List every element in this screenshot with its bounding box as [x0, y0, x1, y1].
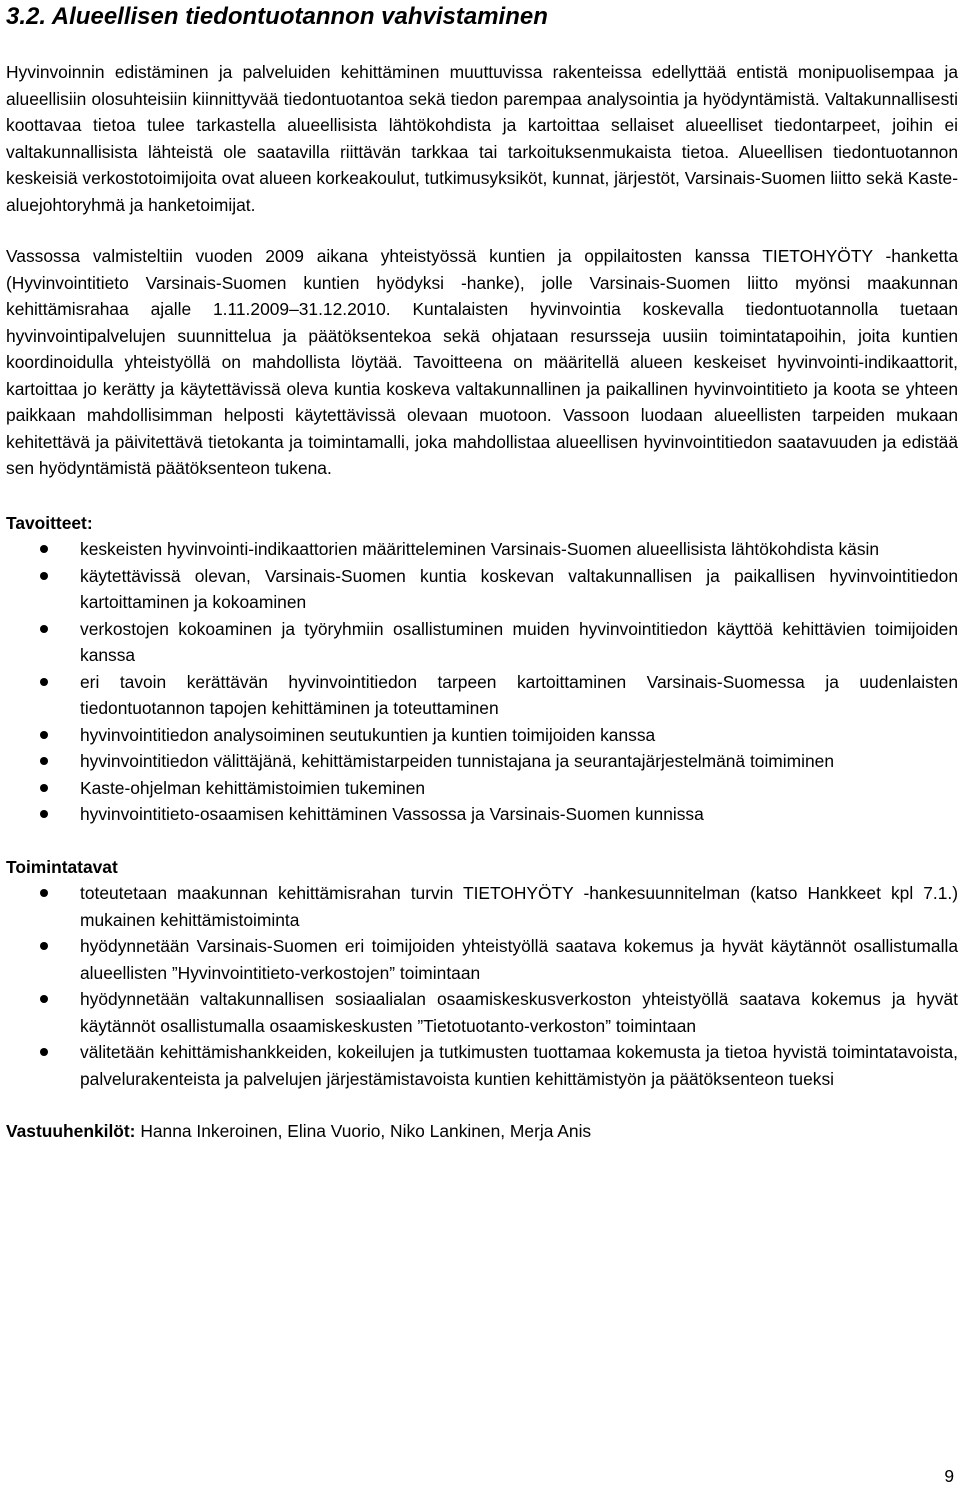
bullet-icon	[40, 572, 48, 580]
list-item-text: hyvinvointitieto-osaamisen kehittäminen Vassossa ja Varsinais-Suomen kunnissa	[80, 804, 704, 824]
bullet-icon	[40, 757, 48, 765]
responsible-persons-names: Hanna Inkeroinen, Elina Vuorio, Niko Lankinen, Merja Anis	[135, 1121, 592, 1141]
bullet-icon	[40, 810, 48, 818]
bullet-icon	[40, 889, 48, 897]
bullet-icon	[40, 1048, 48, 1056]
list-item	[6, 616, 958, 669]
intro-paragraph: Hyvinvoinnin edistäminen ja palveluiden kehittäminen muuttuvissa rakenteissa edellyttää entistä monipuolisempaa ja alueellisiin olosuhteisiin kiinnittyvää tiedontuotantoa sekä tiedon parempaa analysointia ja hyödyntämistä. Valtakunnallisesti koottavaa tietoa tulee tarkastella alueellisista lähtökohdista ja kartoittaa sellaiset alueelliset tiedontarpeet, joihin ei valtakunnallisista lähteistä ole saatavilla riittävän tarkkaa tai tarkoituksenmukaista tietoa. Alueellisen tiedontuotannon keskeisiä verkostotoimijoita ovat alueen korkeakoulut, tutkimusyksiköt, kunnat, järjestöt, Varsinais-Suomen liitto sekä Kaste-aluejohtoryhmä ja hanketoimijat.	[6, 62, 958, 215]
list-item-text: käytettävissä olevan, Varsinais-Suomen kuntia koskevan valtakunnallisen ja paikallisen hyvinvointitiedon kartoittaminen ja kokoaminen	[80, 565, 958, 612]
bullet-icon	[40, 731, 48, 739]
list-item	[6, 1039, 958, 1092]
responsible-persons-label: Vastuuhenkilöt:	[6, 1121, 136, 1141]
list-item	[6, 801, 958, 828]
goals-list	[6, 536, 958, 828]
list-item	[6, 669, 958, 722]
list-item-text: välitetään kehittämishankkeiden, kokeilujen ja tutkimusten tuottamaa kokemusta ja tietoa hyvistä toimintatavoista, palvelurakenteista ja palvelujen järjestämistavoista kuntien kehittämistyön ja päätöksenteon tueksi	[80, 1042, 958, 1089]
list-item-text: toteutetaan maakunnan kehittämisrahan turvin TIETOHYÖTY -hankesuunnitelman (katso Hankkeet kpl 7.1.) mukainen kehittämistoiminta	[80, 883, 958, 930]
list-item	[6, 536, 958, 563]
list-item	[6, 880, 958, 933]
bullet-icon	[40, 678, 48, 686]
list-item	[6, 775, 958, 802]
project-paragraph: Vassossa valmisteltiin vuoden 2009 aikana yhteistyössä kuntien ja oppilaitosten kanssa TIETOHYÖTY -hanketta (Hyvinvointitieto Varsinais-Suomen kuntien hyödyksi -hanke), jolle Varsinais-Suomen liitto myönsi maakunnan kehittämisrahaa ajalle 1.11.2009–31.12.2010. Kuntalaisten hyvinvointia koskevalla tiedontuotannolla tuetaan hyvinvointipalvelujen suunnittelua ja päätöksentekoa sekä ohjataan resursseja uusiin toimintatapoihin, joita kuntien koordinoidulla yhteistyöllä on mahdollista löytää. Tavoitteena on määritellä alueen keskeiset hyvinvointi-indikaattorit, kartoittaa jo kerätty ja käytettävissä oleva kuntia koskeva valtakunnallinen ja paikallinen hyvinvointitieto ja koota se yhteen paikkaan mahdollisimman helposti käytettävissä olevaan muotoon. Vassoon luodaan alueellisten tarpeiden mukaan kehitettävä ja päivitettävä tietokanta ja toimintamalli, joka mahdollistaa alueellisen hyvinvointitiedon saatavuuden ja edistää sen hyödyntämistä päätöksenteon tukena.	[6, 246, 958, 478]
page-number: 9	[944, 1466, 954, 1486]
list-item-text: hyvinvointitiedon analysoiminen seutukuntien ja kuntien toimijoiden kanssa	[80, 724, 656, 745]
list-item-text: verkostojen kokoaminen ja työryhmiin osallistuminen muiden hyvinvointitiedon käyttöä kehittävien toimijoiden kanssa	[80, 618, 958, 665]
list-item-text: eri tavoin kerättävän hyvinvointitiedon tarpeen kartoittaminen Varsinais-Suomessa ja uudenlaisten tiedontuotannon tapojen kehittäminen ja toteuttaminen	[80, 671, 958, 718]
bullet-icon	[40, 995, 48, 1003]
responsible-persons	[6, 1118, 958, 1145]
list-item-text: Kaste-ohjelman kehittämistoimien tukeminen	[80, 777, 426, 798]
list-item-text: hyödynnetään Varsinais-Suomen eri toimijoiden yhteistyöllä saatava kokemus ja hyvät käytännöt osallistumalla alueellisten ”Hyvinvointitieto-verkostojen” toimintaan	[80, 936, 958, 983]
list-item	[6, 986, 958, 1039]
methods-heading: Toimintatavat	[6, 856, 118, 877]
bullet-icon	[40, 545, 48, 553]
list-item	[6, 933, 958, 986]
list-item-text: hyvinvointitiedon välittäjänä, kehittämistarpeiden tunnistajana ja seurantajärjestelmänä toimiminen	[80, 751, 835, 771]
methods-list	[6, 880, 958, 1092]
list-item	[6, 722, 958, 749]
bullet-icon	[40, 942, 48, 950]
list-item-text: keskeisten hyvinvointi-indikaattorien määritteleminen Varsinais-Suomen alueellisista lähtökohdista käsin	[80, 539, 880, 559]
bullet-icon	[40, 625, 48, 633]
list-item-text: hyödynnetään valtakunnallisen sosiaalialan osaamiskeskusverkoston yhteistyöllä saatava kokemus ja hyvät käytännöt osallistumalla osaamiskeskusten ”Tietotuotanto-verkoston” toimintaan	[80, 989, 958, 1036]
list-item	[6, 563, 958, 616]
goals-heading: Tavoitteet:	[6, 512, 93, 533]
bullet-icon	[40, 784, 48, 792]
section-heading: 3.2. Alueellisen tiedontuotannon vahvistaminen	[6, 3, 548, 30]
list-item	[6, 748, 958, 775]
